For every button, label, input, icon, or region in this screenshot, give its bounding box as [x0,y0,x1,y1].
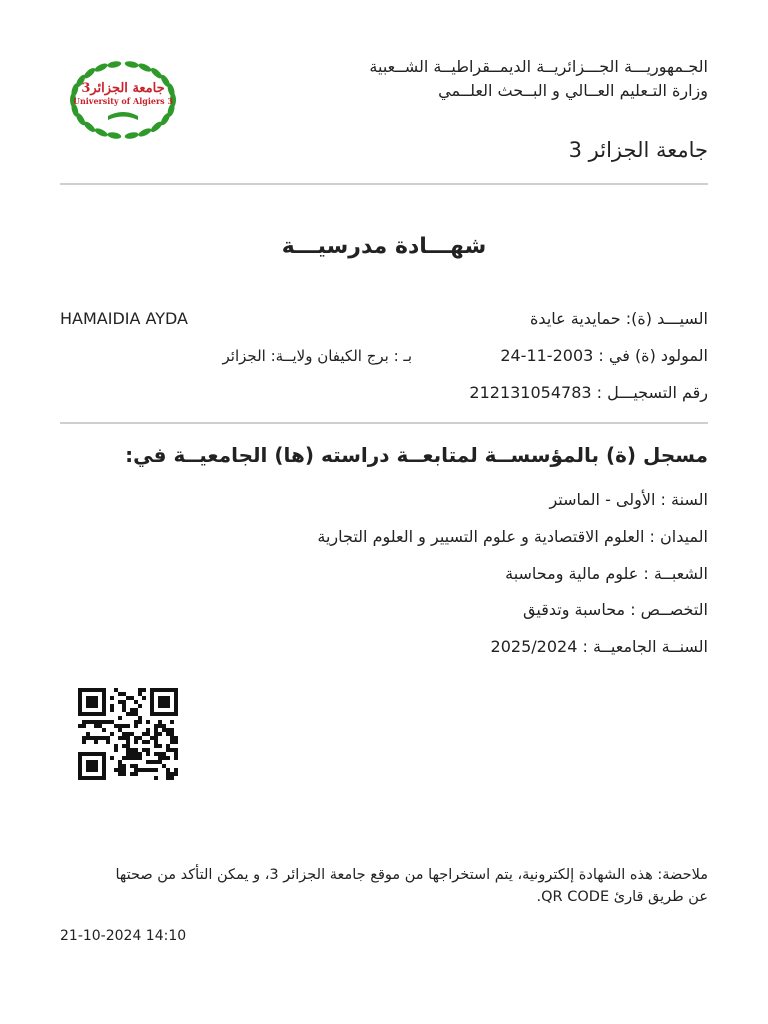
study-branch: الشعبــة : علوم مالية ومحاسبة [505,564,708,583]
logo-latin-text: University of Algiers 3 [72,96,174,106]
wreath-leaf [107,60,122,68]
registration-label: رقم التسجيـــل : [596,383,708,402]
student-name-latin: HAMAIDIA AYDA [60,309,188,328]
wreath-leaf [107,131,122,139]
birth-date-label: المولود (ة) في : [598,346,708,365]
qr-code-icon [78,688,178,780]
republic-title: الجـمهوريـــة الجـــزائريــة الديمــقراطيــة الشــعبية [369,57,708,76]
wreath-leaf [124,60,139,68]
note-line-1: ملاحضة: هذه الشهادة إلكترونية، يتم استخراجها من موقع جامعة الجزائر 3، و يمكن التأكد من صحتها [115,867,708,883]
student-name-row [388,309,708,328]
wreath-leaf [93,62,108,74]
birth-date-value: 24-11-2003 [500,346,594,365]
registration-row [388,383,708,402]
birthplace: بـ : برج الكيفان ولايــة: الجزائر [222,347,412,365]
academic-year: السنــة الجامعيــة : 2025/2024 [490,637,708,656]
header-divider [60,183,708,185]
registration-number: 212131054783 [469,383,592,402]
birth-date-row [388,346,708,365]
certificate-title: شهـــادة مدرسيـــة [281,234,487,259]
wreath-leaf [93,127,108,139]
info-divider [60,422,708,424]
study-specialty: التخصــص : محاسبة وتدقيق [523,600,708,619]
note-line-2: عن طريق قارئ QR CODE. [536,889,708,905]
year-of-study: السنة : الأولى - الماستر [549,490,708,509]
student-name-ar: حمايدية عايدة [530,309,621,328]
wreath-leaf [137,62,152,74]
wreath-leaf [137,127,152,139]
wreath-leaf [124,131,139,139]
ministry-title: وزارة التـعليم العــالي و البــحث العلــمي [438,81,708,100]
verification-note [48,864,708,908]
student-name-label: السيـــد (ة): [625,309,708,328]
university-name: جامعة الجزائر 3 [568,138,708,162]
university-logo-emblem [60,58,186,142]
issue-timestamp: 21-10-2024 14:10 [60,928,187,944]
university-logo [60,58,186,142]
study-domain: الميدان : العلوم الاقتصادية و علوم التسيير و العلوم التجارية [317,527,708,546]
logo-arabic-text: جامعة الجزائر3 [81,81,165,96]
enrollment-heading: مسجل (ة) بالمؤسســة لمتابعــة دراسته (ها) الجامعيــة في: [125,443,708,467]
